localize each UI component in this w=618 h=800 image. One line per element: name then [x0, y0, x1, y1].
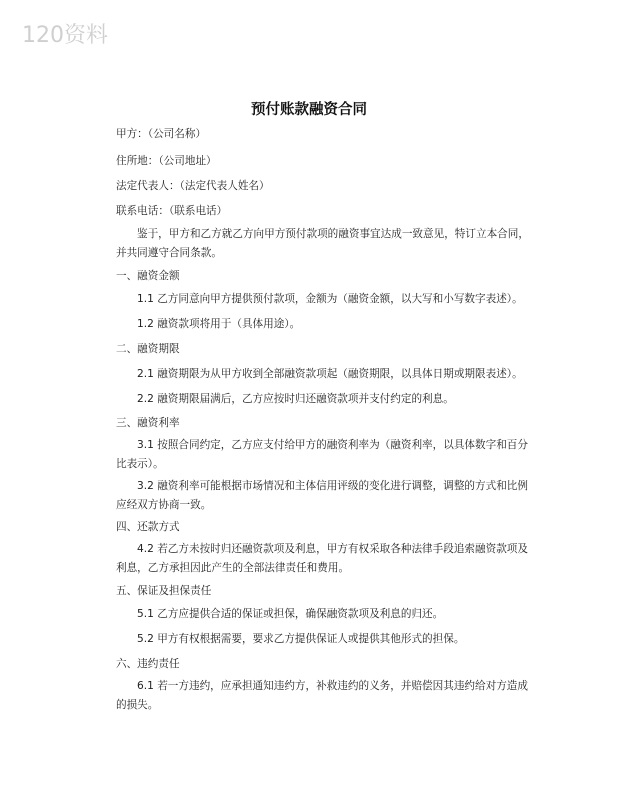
preamble-paragraph: 鉴于，甲方和乙方就乙方向甲方预付款项的融资事宜达成一致意见，特订立本合同，并共同遵守合同条款。 — [116, 228, 529, 259]
party-a-name: 甲方：（公司名称） — [116, 128, 207, 140]
clause-5-2: 5.2 甲方有权根据需要，要求乙方提供保证人或提供其他形式的担保。 — [137, 633, 465, 645]
section-heading-4: 四、还款方式 — [116, 521, 180, 533]
clause-4-2: 4.2 若乙方未按时归还融资款项及利息，甲方有权采取各种法律手段追索融资款项及利息，乙方承担因此产生的全部法律责任和费用。 — [116, 543, 528, 574]
contract-title: 预付账款融资合同 — [251, 102, 367, 118]
section-heading-3: 三、融资利率 — [116, 417, 180, 429]
section-heading-6: 六、违约责任 — [116, 658, 180, 670]
party-a-phone: 联系电话：（联系电话） — [116, 205, 228, 217]
clause-1-1: 1.1 乙方同意向甲方提供预付款项，金额为（融资金额，以大写和小写数字表述）。 — [137, 293, 523, 305]
clause-6-1: 6.1 若一方违约，应承担通知违约方，补救违约的义务，并赔偿因其违约给对方造成的损失。 — [116, 680, 528, 711]
section-heading-5: 五、保证及担保责任 — [116, 585, 212, 597]
clause-2-2: 2.2 融资期限届满后，乙方应按时归还融资款项并支付约定的利息。 — [137, 393, 454, 405]
clause-3-2: 3.2 融资利率可能根据市场情况和主体信用评级的变化进行调整，调整的方式和比例应经双方协商一致。 — [116, 480, 528, 511]
party-a-legal-rep: 法定代表人：（法定代表人姓名） — [116, 180, 270, 192]
section-heading-2: 二、融资期限 — [116, 343, 180, 355]
clause-5-1: 5.1 乙方应提供合适的保证或担保，确保融资款项及利息的归还。 — [137, 608, 444, 620]
section-heading-1: 一、融资金额 — [116, 270, 180, 282]
clause-1-2: 1.2 融资款项将用于（具体用途）。 — [137, 318, 301, 330]
watermark-logo: 120资料 — [22, 23, 108, 48]
party-a-address: 住所地：（公司地址） — [116, 155, 217, 167]
clause-3-1: 3.1 按照合同约定，乙方应支付给甲方的融资利率为（融资利率，以具体数字和百分比表示）。 — [116, 439, 528, 470]
clause-2-1: 2.1 融资期限为从甲方收到全部融资款项起（融资期限，以具体日期或期限表述）。 — [137, 368, 523, 380]
